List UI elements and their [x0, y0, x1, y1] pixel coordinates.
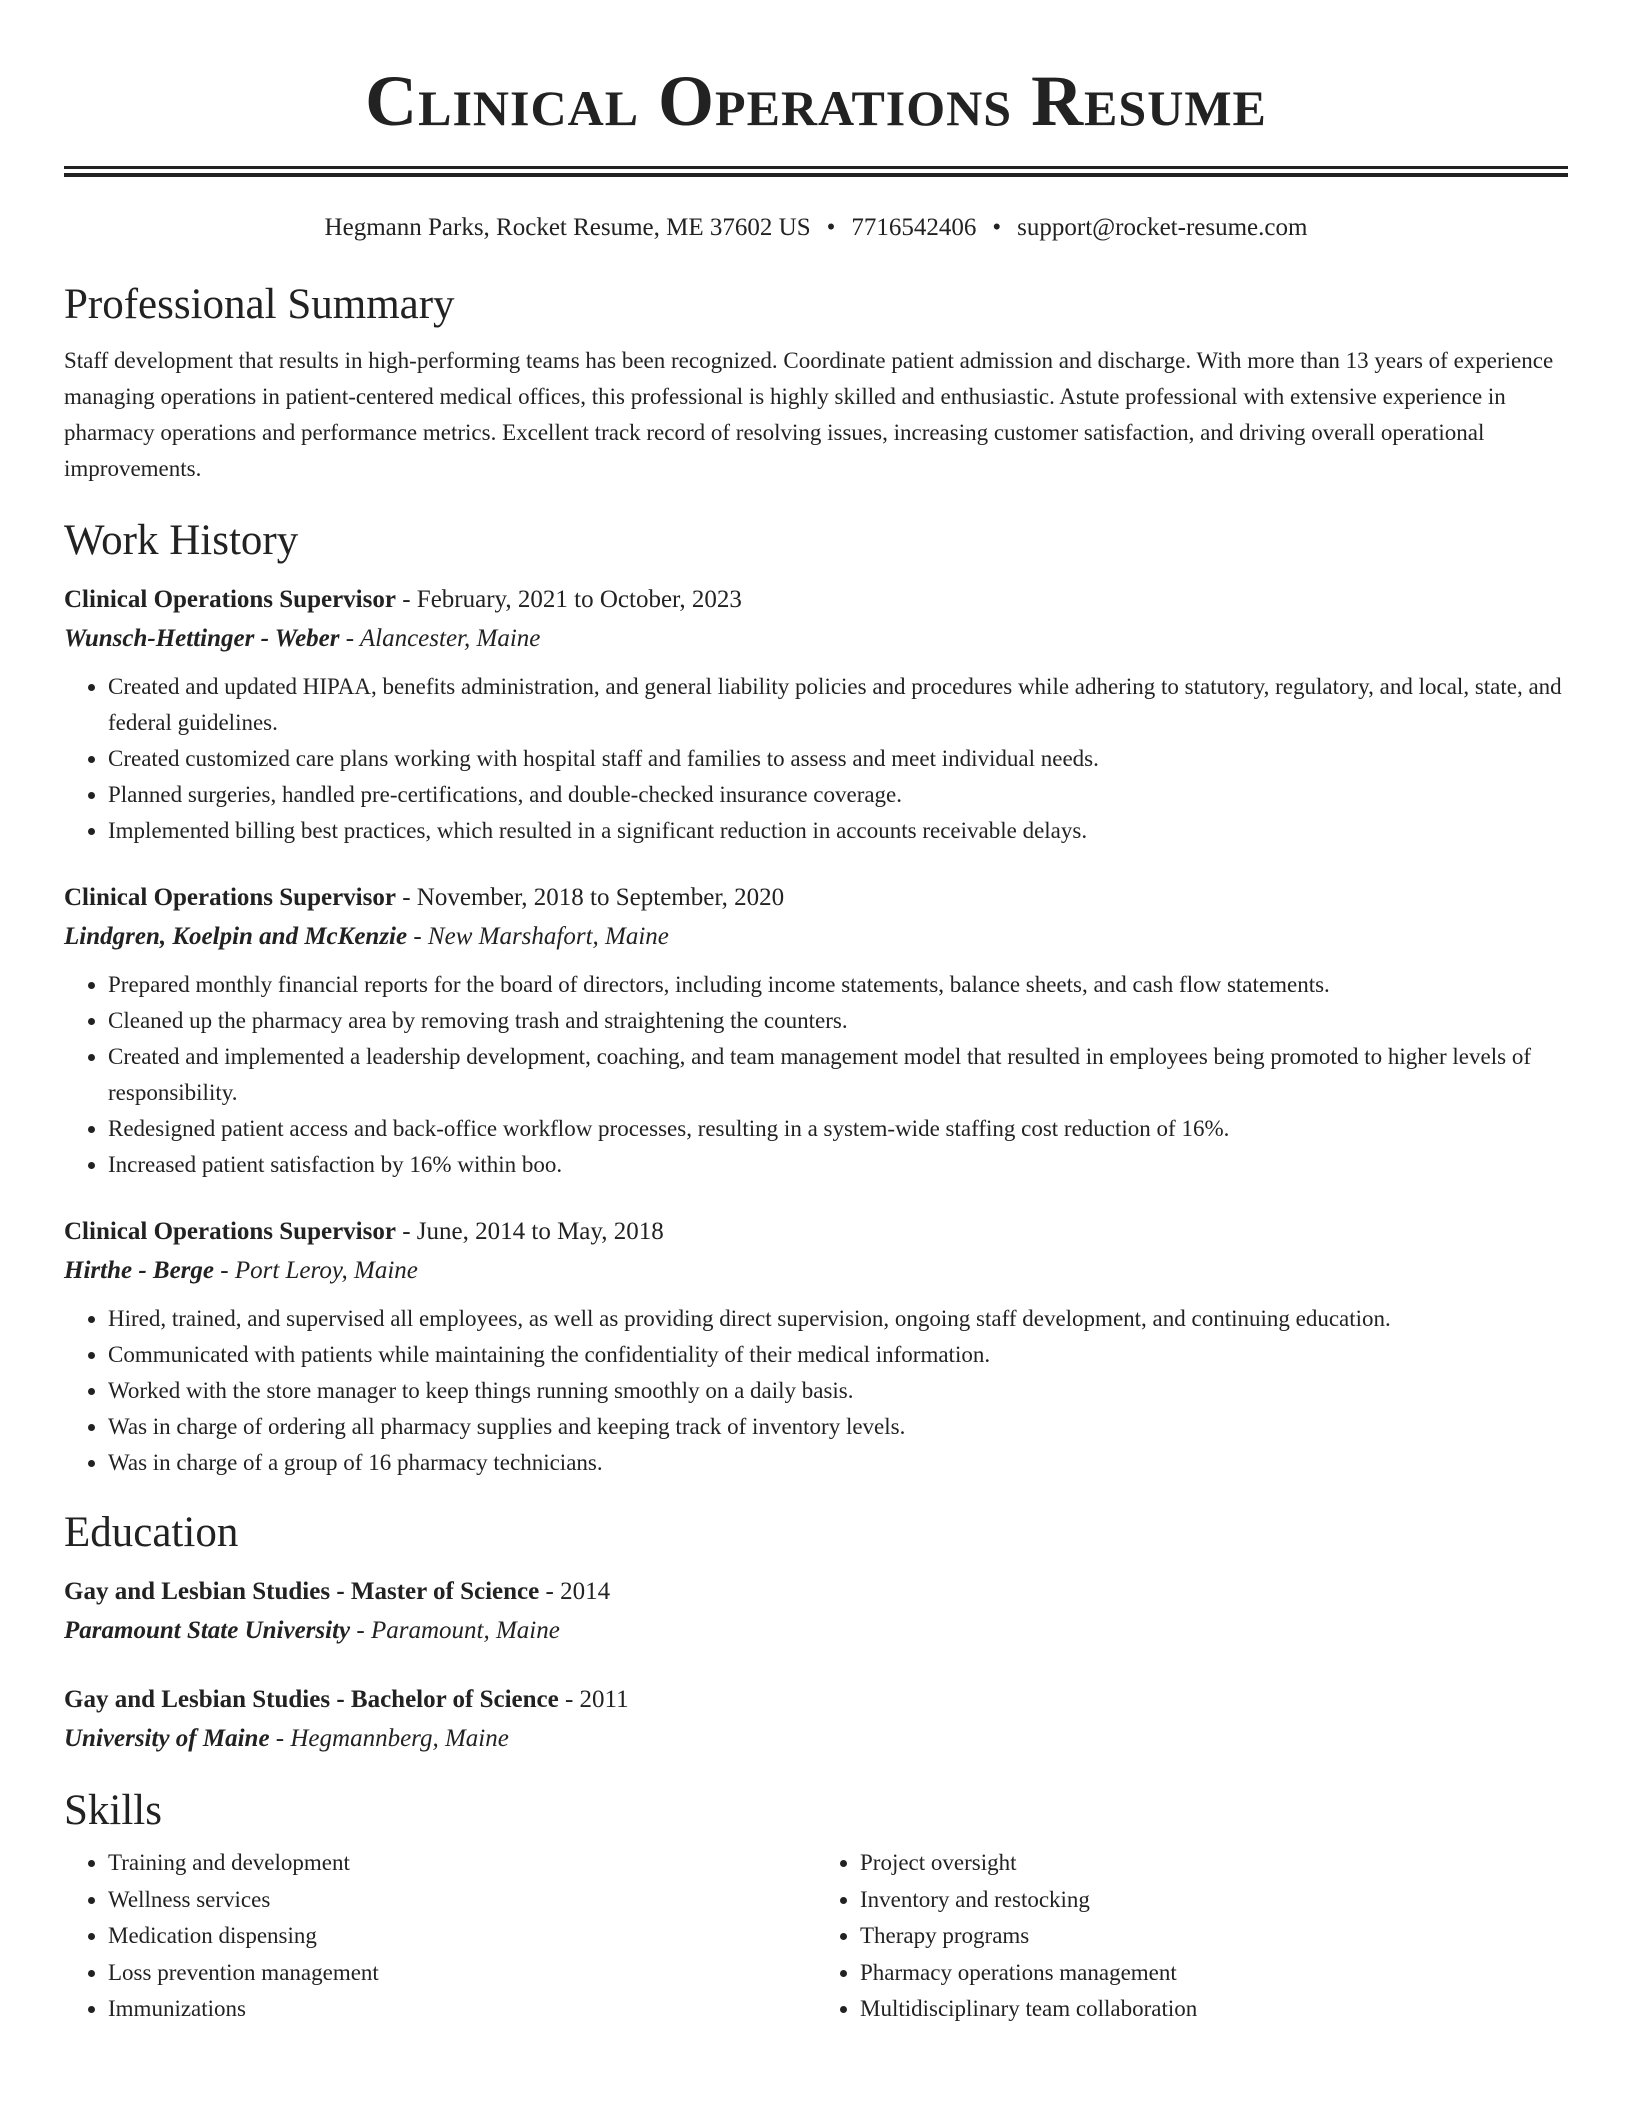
- skills-section: [64, 1785, 1568, 2028]
- degree-line: [64, 1681, 1568, 1719]
- school-location: - Hegmannberg, Maine: [269, 1725, 509, 1752]
- list-item: • Implemented billing best practices, which resulted in a significant reduction in accounts receivable delays.: [108, 813, 1568, 849]
- section-heading-education: Education: [64, 1509, 239, 1556]
- job-dates: - February, 2021 to October, 2023: [395, 586, 742, 613]
- resume-title: Clinical Operations Resume: [365, 61, 1267, 141]
- company-line: [64, 1251, 1568, 1291]
- list-item: • Created and updated HIPAA, benefits administration, and general liability policies and procedures while adhering to statutory, regulatory, and local, state, and federal guidelines.: [108, 669, 1568, 741]
- summary-section: [64, 279, 1568, 487]
- skills-grid: [64, 1845, 1568, 2028]
- list-item: • Created customized care plans working with hospital staff and families to assess and meet individual needs.: [108, 741, 1568, 777]
- list-item: • Communicated with patients while maintaining the confidentiality of their medical information.: [108, 1337, 1568, 1373]
- skill-item: • Therapy programs: [860, 1918, 1568, 1955]
- section-heading-skills: Skills: [64, 1787, 162, 1834]
- school-line: [64, 1611, 1568, 1651]
- contact-line: [64, 211, 1568, 245]
- skills-list-right: [816, 1845, 1568, 2028]
- job-duties-list: [64, 1301, 1568, 1481]
- skill-item: • Training and development: [108, 1845, 816, 1882]
- skill-item: • Project oversight: [860, 1845, 1568, 1882]
- list-item: • Redesigned patient access and back-office workflow processes, resulting in a system-wide staffing cost reduction of 16%.: [108, 1111, 1568, 1147]
- graduation-year: - 2014: [539, 1578, 611, 1605]
- section-heading-summary: Professional Summary: [64, 281, 455, 328]
- education-entry: [64, 1681, 1568, 1759]
- list-item: • Worked with the store manager to keep things running smoothly on a daily basis.: [108, 1373, 1568, 1409]
- skill-item: • Immunizations: [108, 1991, 816, 2028]
- title-divider-bottom: [64, 173, 1568, 177]
- company-location: - Port Leroy, Maine: [214, 1257, 418, 1284]
- job-title-line: [64, 1213, 1568, 1251]
- education-entry: [64, 1573, 1568, 1651]
- list-item: • Increased patient satisfaction by 16% within boo.: [108, 1147, 1568, 1183]
- job-title: Clinical Operations Supervisor: [64, 1218, 396, 1245]
- job-dates: - November, 2018 to September, 2020: [395, 884, 785, 911]
- list-item: • Created and implemented a leadership development, coaching, and team management model that resulted in employees being promoted to higher levels of responsibility.: [108, 1039, 1568, 1111]
- company-location: - Alancester, Maine: [339, 625, 541, 652]
- skill-item: • Multidisciplinary team collaboration: [860, 1991, 1568, 2028]
- list-item: • Planned surgeries, handled pre-certifications, and double-checked insurance coverage.: [108, 777, 1568, 813]
- list-item: • Was in charge of ordering all pharmacy supplies and keeping track of inventory levels.: [108, 1409, 1568, 1445]
- job-title: Clinical Operations Supervisor: [64, 884, 396, 911]
- company-line: [64, 917, 1568, 957]
- skill-item: • Pharmacy operations management: [860, 1955, 1568, 1992]
- skill-item: • Medication dispensing: [108, 1918, 816, 1955]
- skill-item: • Loss prevention management: [108, 1955, 816, 1992]
- list-item: • Cleaned up the pharmacy area by removing trash and straightening the counters.: [108, 1003, 1568, 1039]
- job-duties-list: [64, 967, 1568, 1183]
- education-section: [64, 1507, 1568, 1759]
- job-entry: [64, 581, 1568, 849]
- skills-list-left: [64, 1845, 816, 2028]
- contact-separator: •: [992, 214, 1002, 241]
- job-entry: [64, 879, 1568, 1183]
- contact-email: support@rocket-resume.com: [1017, 214, 1308, 241]
- school-location: - Paramount, Maine: [350, 1617, 560, 1644]
- company-name: Lindgren, Koelpin and McKenzie: [64, 923, 408, 950]
- school-name: Paramount State University: [64, 1617, 351, 1644]
- contact-separator: •: [826, 214, 836, 241]
- job-duties-list: [64, 669, 1568, 849]
- work-history-section: [64, 515, 1568, 1481]
- contact-phone: 7716542406: [851, 214, 977, 241]
- job-title-line: [64, 879, 1568, 917]
- summary-text: Staff development that results in high-performing teams has been recognized. Coordinate patient admission and discharge. With more than 13 years of experience managing operations in patient-centered medical offices, this professional is highly skilled and enthusiastic. Astute professional with extensive experience in pharmacy operations and performance metrics. Excellent track record of resolving issues, increasing customer satisfaction, and driving overall operational improvements.: [64, 348, 1554, 481]
- graduation-year: - 2011: [558, 1686, 629, 1713]
- skill-item: • Wellness services: [108, 1882, 816, 1919]
- job-dates: - June, 2014 to May, 2018: [395, 1218, 664, 1245]
- company-name: Hirthe - Berge: [64, 1257, 214, 1284]
- list-item: • Hired, trained, and supervised all employees, as well as providing direct supervision, ongoing staff development, and continuing education.: [108, 1301, 1568, 1337]
- list-item: • Was in charge of a group of 16 pharmacy technicians.: [108, 1445, 1568, 1481]
- skill-item: • Inventory and restocking: [860, 1882, 1568, 1919]
- job-title: Clinical Operations Supervisor: [64, 586, 396, 613]
- company-name: Wunsch-Hettinger - Weber: [64, 625, 340, 652]
- job-title-line: [64, 581, 1568, 619]
- section-heading-work-history: Work History: [64, 517, 299, 564]
- company-line: [64, 619, 1568, 659]
- contact-address: Hegmann Parks, Rocket Resume, ME 37602 US: [324, 214, 811, 241]
- resume-page: [64, 0, 1568, 2028]
- school-name: University of Maine: [64, 1725, 270, 1752]
- degree: Gay and Lesbian Studies - Master of Science: [64, 1578, 540, 1605]
- school-line: [64, 1719, 1568, 1759]
- list-item: • Prepared monthly financial reports for the board of directors, including income statements, balance sheets, and cash flow statements.: [108, 967, 1568, 1003]
- degree: Gay and Lesbian Studies - Bachelor of Science: [64, 1686, 559, 1713]
- job-entry: [64, 1213, 1568, 1481]
- degree-line: [64, 1573, 1568, 1611]
- company-location: - New Marshafort, Maine: [407, 923, 669, 950]
